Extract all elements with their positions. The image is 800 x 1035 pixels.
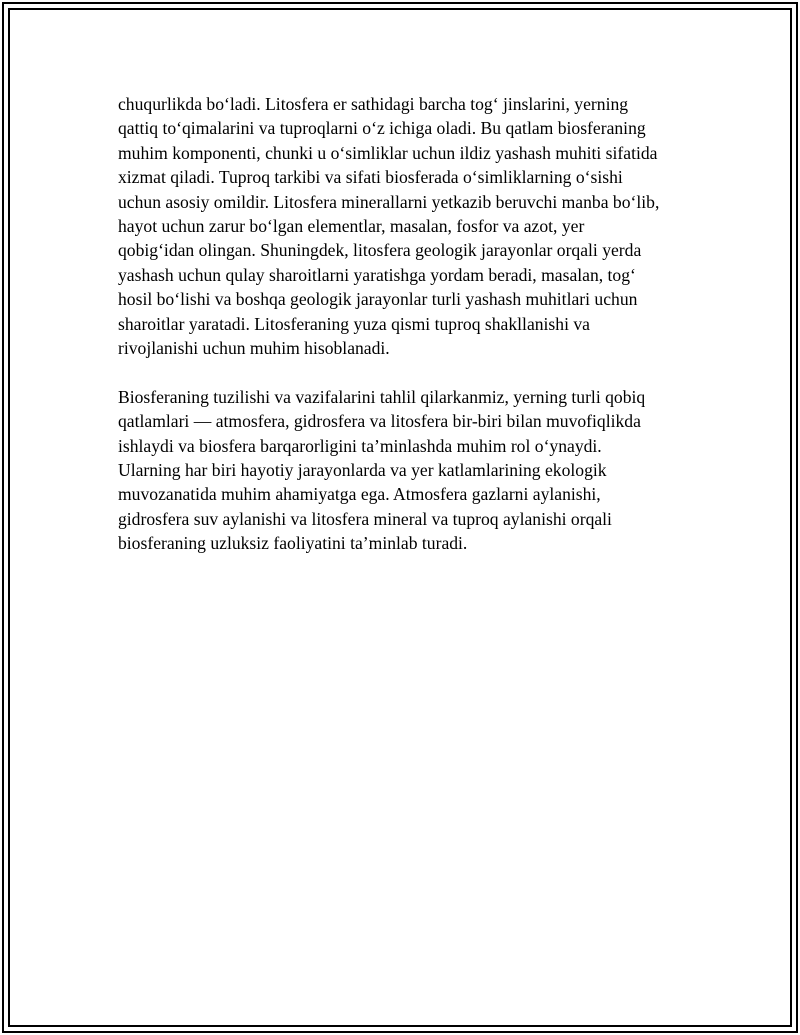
text-line: qobig‘idan olingan. Shuningdek, litosfera geologik jarayonlar orqali yerda: [118, 240, 642, 261]
paragraph-2: [118, 385, 698, 556]
document-body: [118, 92, 698, 580]
text-line: muhim komponenti, chunki u o‘simliklar uchun ildiz yashash muhiti sifatida: [118, 142, 658, 163]
text-line: uchun asosiy omildir. Litosfera minerallarni yetkazib beruvchi manba bo‘lib,: [118, 191, 660, 212]
text-line: muvozanatida muhim ahamiyatga ega. Atmosfera gazlarni aylanishi,: [118, 484, 601, 505]
text-line: Biosferaning tuzilishi va vazifalarini tahlil qilarkanmiz, yerning turli qobiq: [118, 386, 646, 407]
text-line: xizmat qiladi. Tuproq tarkibi va sifati biosferada o‘simliklarning o‘sishi: [118, 167, 623, 188]
text-line: chuqurlikda bo‘ladi. Litosfera er sathidagi barcha tog‘ jinslarini, yerning: [118, 94, 629, 114]
text-line: ishlaydi va biosfera barqarorligini ta’minlashda muhim rol o‘ynaydi.: [118, 435, 602, 456]
text-line: gidrosfera suv aylanishi va litosfera mineral va tuproq aylanishi orqali: [118, 508, 612, 529]
text-line: qattiq to‘qimalarini va tuproqlarni o‘z ichiga oladi. Bu qatlam biosferaning: [118, 118, 646, 139]
text-line: qatlamlari — atmosfera, gidrosfera va litosfera bir-biri bilan muvofiqlikda: [118, 411, 641, 432]
text-line: biosferaning uzluksiz faoliyatini ta’minlab turadi.: [118, 533, 468, 554]
text-line: hayot uchun zarur bo‘lgan elementlar, masalan, fosfor va azot, yer: [118, 216, 585, 237]
text-line: hosil bo‘lishi va boshqa geologik jarayonlar turli yashash muhitlari uchun: [118, 289, 638, 310]
text-line: Ularning har biri hayotiy jarayonlarda va yer katlamlarining ekologik: [118, 460, 607, 481]
paragraph-1: [118, 92, 698, 360]
text-line: yashash uchun qulay sharoitlarni yaratishga yordam beradi, masalan, tog‘: [118, 264, 636, 285]
text-line: sharoitlar yaratadi. Litosferaning yuza qismi tuproq shakllanishi va: [118, 313, 590, 334]
text-line: rivojlanishi uchun muhim hisoblanadi.: [118, 338, 390, 359]
